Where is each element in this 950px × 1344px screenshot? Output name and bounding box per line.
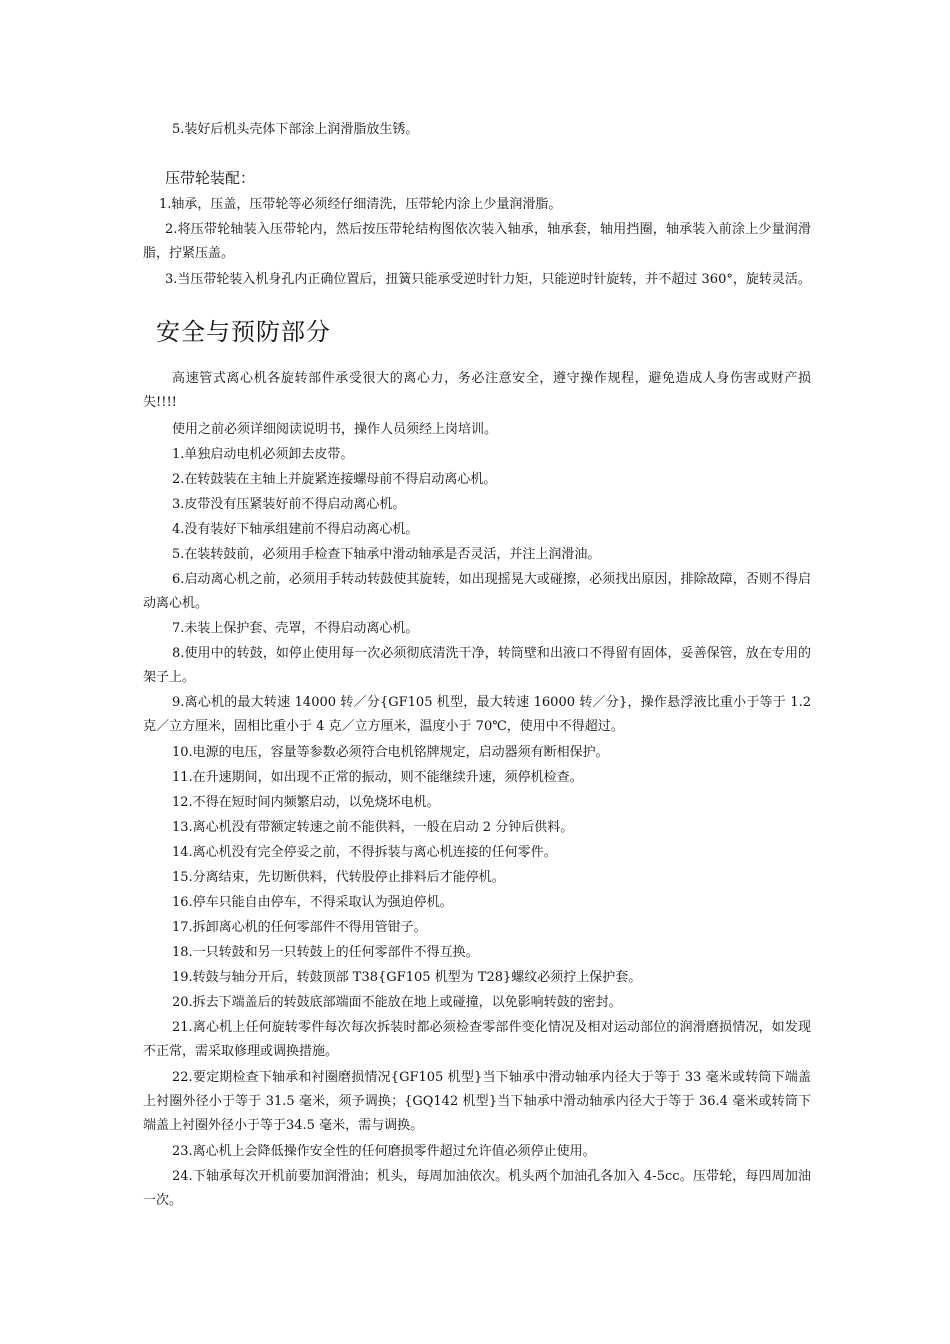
assembly-item-1: 1.轴承，压盖，压带轮等必须经仔细清洗，压带轮内涂上少量润滑脂。 <box>159 197 562 212</box>
assembly-item-3: 3.当压带轮装入机身孔内正确位置后，扭簧只能承受逆时针力矩，只能逆时针旋转，并不超过 360°，旋转灵活。 <box>165 272 811 287</box>
safety-rule-17: 17.拆卸离心机的任何零部件不得用管钳子。 <box>172 920 427 935</box>
safety-section-heading: 安全与预防部分 <box>156 318 331 346</box>
safety-rule-7: 7.未装上保护套、壳罩，不得启动离心机。 <box>172 621 419 636</box>
safety-rule-24: 24.下轴承每次开机前要加润滑油；机头，每周加油依次。机头两个加油孔各加入 4-5cc。压带轮，每四周加油一次。 <box>143 1169 811 1208</box>
safety-rule-4: 4.没有装好下轴承组建前不得启动离心机。 <box>172 522 419 537</box>
assembly-item-2: 2.将压带轮轴装入压带轮内，然后按压带轮结构图依次装入轴承，轴承套，轴用挡圈，轴承装入前涂上少量润滑脂，拧紧压盖。 <box>143 222 811 261</box>
safety-rule-6: 6.启动离心机之前，必须用手转动转鼓使其旋转，如出现摇晃大或碰擦，必须找出原因，排除故障，否则不得启动离心机。 <box>143 572 811 611</box>
safety-rule-9: 9.离心机的最大转速 14000 转／分{GF105 机型，最大转速 16000 转／分}，操作悬浮液比重小于等于 1.2 克／立方厘米，固相比重小于 4 克／立方厘米，温度小于 70℃，使用中不得超过。 <box>143 695 811 734</box>
safety-rule-10: 10.电源的电压，容量等参数必须符合电机铭牌规定，启动器须有断相保护。 <box>172 745 609 760</box>
assembly-step-5: 5.装好后机头壳体下部涂上润滑脂放生锈。 <box>172 122 419 137</box>
safety-rule-11: 11.在升速期间，如出现不正常的振动，则不能继续升速，须停机检查。 <box>172 770 583 785</box>
safety-rule-18: 18.一只转鼓和另一只转鼓上的任何零部件不得互换。 <box>172 945 479 960</box>
safety-rule-23: 23.离心机上会降低操作安全性的任何磨损零件超过允许值必须停止使用。 <box>172 1144 596 1159</box>
safety-intro: 高速管式离心机各旋转部件承受很大的离心力，务必注意安全，遵守操作规程，避免造成人身伤害或财产损失!!!! <box>143 371 811 410</box>
safety-rule-1: 1.单独启动电机必须卸去皮带。 <box>172 447 354 462</box>
safety-rule-15: 15.分离结束，先切断供料，代转股停止排料后才能停机。 <box>172 870 505 885</box>
assembly-section-title: 压带轮装配： <box>165 169 256 187</box>
safety-rule-19: 19.转鼓与轴分开后，转鼓顶部 T38{GF105 机型为 T28}螺纹必须拧上保护套。 <box>172 970 642 985</box>
safety-rule-20: 20.拆去下端盖后的转鼓底部端面不能放在地上或碰撞，以免影响转鼓的密封。 <box>172 995 622 1010</box>
safety-rule-8: 8.使用中的转鼓，如停止使用每一次必须彻底清洗干净，转筒壁和出液口不得留有固体，妥善保管，放在专用的架子上。 <box>143 646 811 685</box>
safety-rule-14: 14.离心机没有完全停妥之前，不得拆装与离心机连接的任何零件。 <box>172 845 557 860</box>
safety-training-note: 使用之前必须详细阅读说明书，操作人员须经上岗培训。 <box>172 422 498 437</box>
safety-rule-21: 21.离心机上任何旋转零件每次每次拆装时都必须检查零部件变化情况及相对运动部位的润滑磨损情况，如发现不正常，需采取修理或调换措施。 <box>143 1020 811 1059</box>
safety-rule-16: 16.停车只能自由停车，不得采取认为强迫停机。 <box>172 895 453 910</box>
safety-rule-22: 22.要定期检查下轴承和衬圈磨损情况{GF105 机型}当下轴承中滑动轴承内径大于等于 33 毫米或转筒下端盖上衬圈外径小于等于 31.5 毫米，须予调换；{GQ142 机型}当下轴承中滑动轴承内径大于等于 36.4 毫米或转筒下端盖上衬圈外径小于等于34.5 毫米，需与调换。 <box>143 1070 811 1133</box>
safety-rule-13: 13.离心机没有带额定转速之前不能供料，一般在启动 2 分钟后供料。 <box>172 820 574 835</box>
safety-rule-3: 3.皮带没有压紧装好前不得启动离心机。 <box>172 497 406 512</box>
safety-rule-5: 5.在装转鼓前，必须用手检查下轴承中滑动轴承是否灵活，并注上润滑油。 <box>172 547 601 562</box>
safety-rule-2: 2.在转鼓装在主轴上并旋紧连接螺母前不得启动离心机。 <box>172 472 497 487</box>
safety-rule-12: 12.不得在短时间内频繁启动，以免烧坏电机。 <box>172 795 440 810</box>
